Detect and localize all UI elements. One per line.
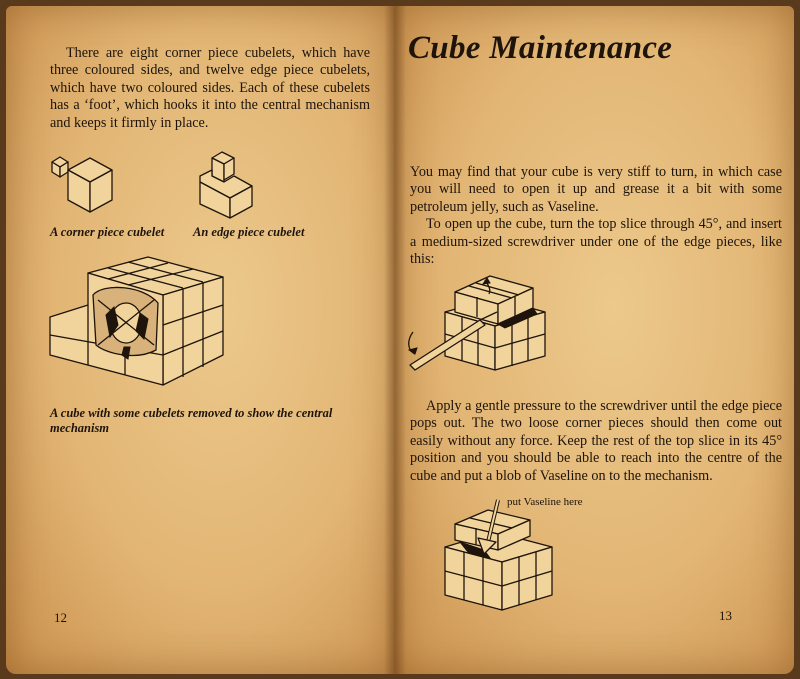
caption-edge-cubelet: An edge piece cubelet xyxy=(193,225,305,239)
maintenance-text-block-1 xyxy=(410,164,782,268)
screwdriver-cube-illustration xyxy=(405,270,555,380)
paragraph-stiff-cube: You may find that your cube is very stiff to turn, in which case you will need to open it up and grease it a bit with some petroleum jelly, such as Vaseline. xyxy=(410,164,782,215)
intro-paragraph-block xyxy=(50,45,370,132)
paragraph-open-cube: To open up the cube, turn the top slice through 45°, and insert a medium-sized screwdriver under one of the edge pieces, like this: xyxy=(410,216,782,268)
caption-mechanism: A cube with some cubelets removed to show the central mechanism xyxy=(50,406,333,435)
corner-cubelet-illustration xyxy=(48,150,123,220)
page-heading: Cube Maintenance xyxy=(408,30,673,66)
page-number-right: 13 xyxy=(719,608,732,623)
page-number-left: 12 xyxy=(54,610,67,625)
maintenance-text-block-2 xyxy=(410,398,782,485)
vaseline-label: put Vaseline here xyxy=(507,496,583,508)
paragraph-apply-pressure: Apply a gentle pressure to the screwdriver until the edge piece pops out. The two loose corner pieces should then come out easily without any force. Keep the rest of the top slice in its 45° position and you should be able to reach into the centre of the cube and put a blob of Vaseline on to the mechanism. xyxy=(410,398,782,484)
vaseline-cube-illustration xyxy=(440,492,560,612)
book-gutter xyxy=(384,6,406,674)
edge-cubelet-illustration xyxy=(190,148,265,220)
caption-corner-cubelet: A corner piece cubelet xyxy=(50,225,165,239)
intro-paragraph: There are eight corner piece cubelets, which have three coloured sides, and twelve edge piece cubelets, which have two coloured sides. Each of these cubelets has a ‘foot’, which hooks it into the central mechanism and keeps it firmly in place. xyxy=(50,45,370,131)
open-cube-mechanism-illustration xyxy=(48,255,258,395)
